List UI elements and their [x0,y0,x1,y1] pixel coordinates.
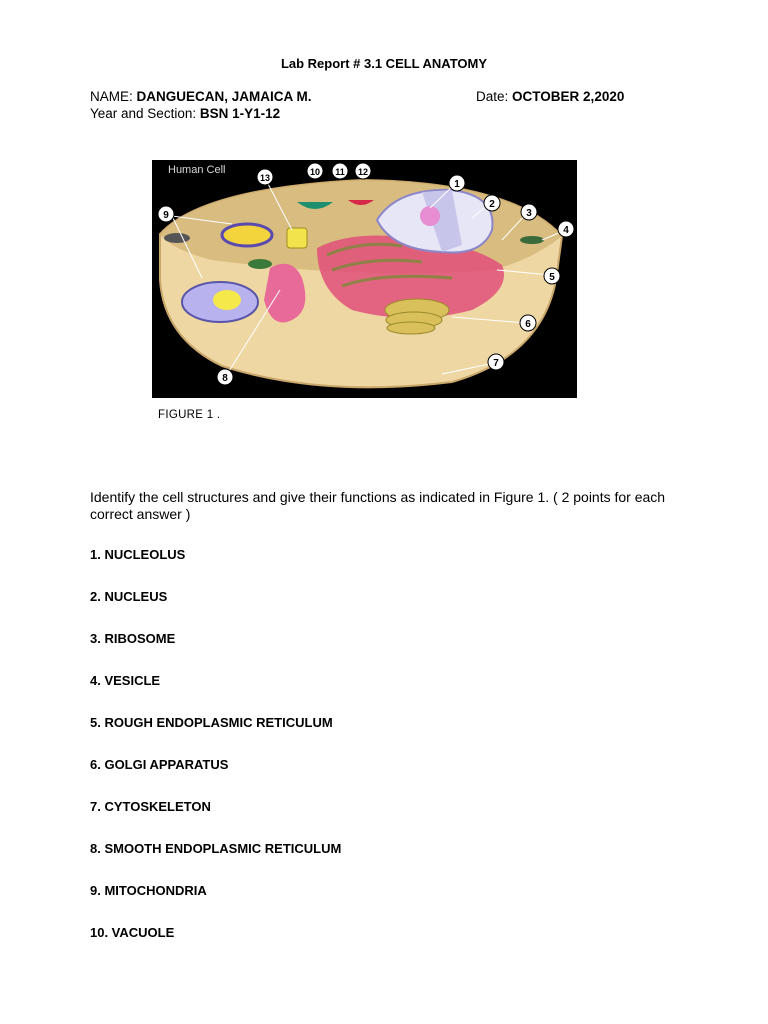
list-item: 2. NUCLEUS [90,589,168,604]
small-vesicle [248,259,272,269]
figure-caption: FIGURE 1 . [158,409,221,421]
centriole [287,228,307,248]
list-item: 7. CYTOSKELETON [90,799,211,814]
svg-text:11: 11 [335,167,345,177]
svg-text:7: 7 [493,358,499,369]
callout-4 [558,221,574,237]
svg-text:8: 8 [222,373,228,384]
callout-2 [484,195,500,211]
name-line [90,89,312,104]
callout-6 [520,315,536,331]
svg-text:10: 10 [309,167,321,177]
callout-8 [217,369,233,385]
list-item: 9. MITOCHONDRIA [90,883,207,898]
svg-text:6: 6 [525,319,531,330]
instructions: Identify the cell structures and give their functions as indicated in Figure 1. ( 2 points for each correct answer ) [90,489,666,522]
svg-text:3: 3 [526,208,532,219]
list-item: 3. RIBOSOME [90,631,176,646]
callout-5 [544,268,560,284]
callout-3 [521,204,537,220]
peroxisome [164,233,190,243]
cell-figure [152,160,577,398]
list-item: 4. VESICLE [90,673,161,688]
list-item: 5. ROUGH ENDOPLASMIC RETICULUM [90,715,333,730]
svg-text:5: 5 [549,272,555,283]
date-line [476,89,624,104]
report-title: Lab Report # 3.1 CELL ANATOMY [280,56,488,71]
section-label: Year and Section: [90,106,197,121]
name-value: DANGUECAN, JAMAICA M. [136,89,312,104]
section-line [90,106,280,121]
list-item: 6. GOLGI APPARATUS [90,757,229,772]
callout-12 [355,163,371,179]
svg-text:1: 1 [454,179,460,190]
callout-9 [158,206,174,222]
cell-diagram [152,160,577,398]
callout-10 [307,163,323,179]
list-item: 1. NUCLEOLUS [90,547,186,562]
mitochondrion [222,224,272,246]
answer-list [90,547,341,967]
callout-7 [488,354,504,370]
image-title: Human Cell [168,164,226,176]
ribosome-cluster [520,236,544,244]
svg-text:2: 2 [489,199,495,210]
svg-text:9: 9 [163,210,169,221]
nucleolus [420,206,440,226]
callout-1 [449,175,465,191]
callout-11 [332,163,348,179]
svg-text:12: 12 [357,167,369,177]
svg-text:4: 4 [563,225,569,236]
callout-13 [257,169,273,185]
date-value: OCTOBER 2,2020 [512,89,625,104]
list-item: 8. SMOOTH ENDOPLASMIC RETICULUM [90,841,342,856]
vacuole-content [213,290,241,310]
section-value: BSN 1-Y1-12 [199,106,281,121]
name-label: NAME: [90,89,133,104]
list-item: 10. VACUOLE [90,925,175,940]
svg-text:13: 13 [259,173,271,183]
date-label: Date: [476,89,509,104]
